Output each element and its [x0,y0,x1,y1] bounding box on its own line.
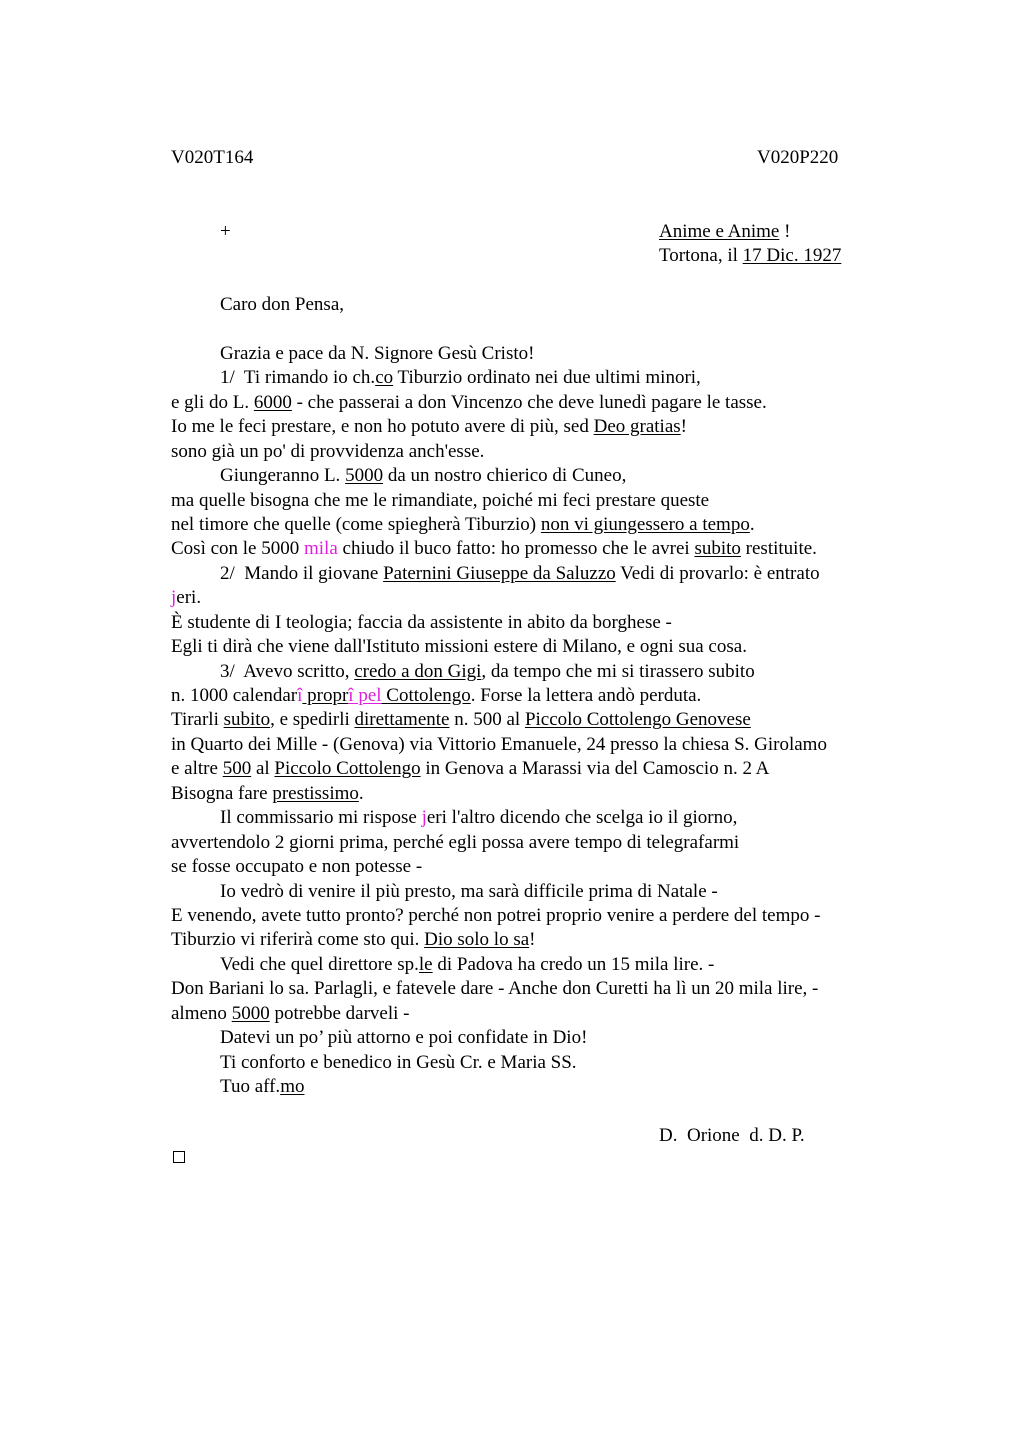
date: 17 Dic. 1927 [742,245,842,266]
letter-line-5: sono già un po' di provvidenza anch'esse. [171,441,485,462]
text-span: restituite. [740,538,817,559]
underlined-span: subito [694,538,741,559]
text-span: Il commissario mi rispose [220,807,422,828]
highlight-span: pel [353,685,382,706]
underlined-span: Dio solo lo sa [424,929,530,950]
text-span: . [749,514,755,535]
letter-line-6 [220,464,626,488]
letter-line-7: ma quelle bisogna che me le rimandiate, poiché mi feci prestare queste [171,490,710,511]
text-span: almeno [171,1003,232,1024]
text-span: n. 500 al [449,709,525,730]
text-span: chiudo il buco fatto: ho promesso che le avrei [337,538,695,559]
letter-line-1: Grazia e pace da N. Signore Gesù Cristo! [220,343,535,364]
text-span: in Genova a Marassi via del Camoscio n. 2 A [420,758,770,779]
doc-code-right: V020P220 [757,147,839,168]
text-span: Tirarli [171,709,224,730]
highlight-span: mila [304,538,338,559]
cross-mark: + [220,221,231,242]
underlined-span: 5000 [345,465,384,486]
underlined-span: Paternini Giuseppe da Saluzzo [383,563,616,584]
square-box-icon [173,1151,185,1163]
underlined-span: Cottolengo [381,685,471,706]
text-span: eri. [176,587,202,608]
text-span: 1/ Ti rimando io ch. [220,367,376,388]
letter-line-20 [220,806,737,830]
text-span: Tiburzio ordinato nei due ultimi minori, [393,367,701,388]
salutation: Caro don Pensa, [220,294,345,315]
underlined-span: credo a don Gigi [354,661,482,682]
text-span: Tiburzio vi riferirà come sto qui. [171,929,425,950]
letter-line-17: in Quarto dei Mille - (Genova) via Vittorio Emanuele, 24 presso la chiesa S. Girolamo [171,734,827,755]
signature: D. Orione d. D. P. [659,1125,805,1146]
letter-line-28 [171,1002,410,1026]
underlined-span: subito [223,709,271,730]
doc-code-left: V020T164 [171,147,254,168]
letter-line-3 [171,391,767,415]
letter-line-15 [171,684,701,708]
underlined-span: direttamente [354,709,450,730]
letter-line-25 [171,928,535,952]
underlined-span: Piccolo Cottolengo [274,758,421,779]
text-span: - che passerai a don Vincenzo che deve lunedì pagare le tasse. [291,392,767,413]
text-span: al [251,758,275,779]
letter-line-29: Datevi un po’ più attorno e poi confidate in Dio! [220,1027,588,1048]
underlined-span: mo [280,1076,305,1097]
place-date [659,244,841,268]
highlight-span: î [348,685,354,706]
text-span: Tuo aff. [220,1076,281,1097]
text-span: ! [529,929,536,950]
text-span: di Padova ha credo un 15 mila lire. - [432,954,715,975]
text-span: eri l'altro dicendo che scelga io il giorno, [426,807,738,828]
text-span: Vedi di provarlo: è entrato [615,563,820,584]
letter-line-16 [171,708,751,732]
text-span: Vedi che quel direttore sp. [220,954,419,975]
letter-line-2 [220,366,701,390]
text-span: . Forse la lettera andò perduta. [470,685,702,706]
text-span: Io me le feci prestare, e non ho potuto avere di più, sed [171,416,594,437]
letter-line-23: Io vedrò di venire il più presto, ma sarà difficile prima di Natale - [220,881,718,902]
text-span: 3/ Avevo scritto, [220,661,355,682]
text-span: , e spedirli [270,709,355,730]
letter-line-13: Egli ti dirà che viene dall'Istituto missioni estere di Milano, e ogni sua cosa. [171,636,747,657]
letter-line-22: se fosse occupato e non potesse - [171,856,423,877]
underlined-span: 500 [222,758,252,779]
text-span: , da tempo che mi si tirassero subito [481,661,755,682]
letter-line-14 [220,660,755,684]
text-span: n. 1000 calendar [171,685,298,706]
letter-line-26 [220,953,714,977]
letter-line-19 [171,782,364,806]
underlined-span: prestissimo [272,783,359,804]
text-span: Giungeranno L. [220,465,346,486]
text-span: da un nostro chierico di Cuneo, [383,465,627,486]
underlined-span: Piccolo Cottolengo Genovese [524,709,751,730]
letter-line-12: È studente di I teologia; faccia da assistente in abito da borghese - [171,612,672,633]
letter-line-4 [171,415,687,439]
letter-line-30: Ti conforto e benedico in Gesù Cr. e Maria SS. [220,1052,577,1073]
underlined-span: non vi giungessero a tempo [540,514,750,535]
letter-line-8 [171,513,755,537]
text-span: e altre [171,758,223,779]
highlight-span: j [421,807,427,828]
underlined-span: co [375,367,394,388]
text-span: potrebbe darveli - [269,1003,410,1024]
text-span: ! [680,416,687,437]
text-span: e gli do L. [171,392,254,413]
motto-end: ! [779,221,791,242]
motto [659,220,790,244]
underlined-span: 5000 [231,1003,270,1024]
letter-line-11 [171,586,201,610]
highlight-span: î [297,685,303,706]
underlined-span: propr [302,685,349,706]
text-span: Così con le 5000 [171,538,304,559]
text-span: 2/ Mando il giovane [220,563,384,584]
text-span: . [358,783,364,804]
letter-line-9 [171,537,817,561]
letter-line-10 [220,562,820,586]
text-span: nel timore che quelle (come spiegherà Tiburzio) [171,514,541,535]
motto-text: Anime e Anime [659,221,780,242]
closing [220,1075,304,1099]
letter-line-21: avvertendolo 2 giorni prima, perché egli possa avere tempo di telegrafarmi [171,832,740,853]
place: Tortona, il [659,245,743,266]
underlined-span: Deo gratias [593,416,681,437]
letter-line-27: Don Bariani lo sa. Parlagli, e fatevele dare - Anche don Curetti ha lì un 20 mila lire, - [171,978,819,999]
letter-line-18 [171,757,769,781]
letter-line-24: E venendo, avete tutto pronto? perché non potrei proprio venire a perdere del tempo - [171,905,821,926]
underlined-span: le [418,954,433,975]
underlined-span: 6000 [253,392,292,413]
text-span: Bisogna fare [171,783,273,804]
highlight-span: j [171,587,177,608]
